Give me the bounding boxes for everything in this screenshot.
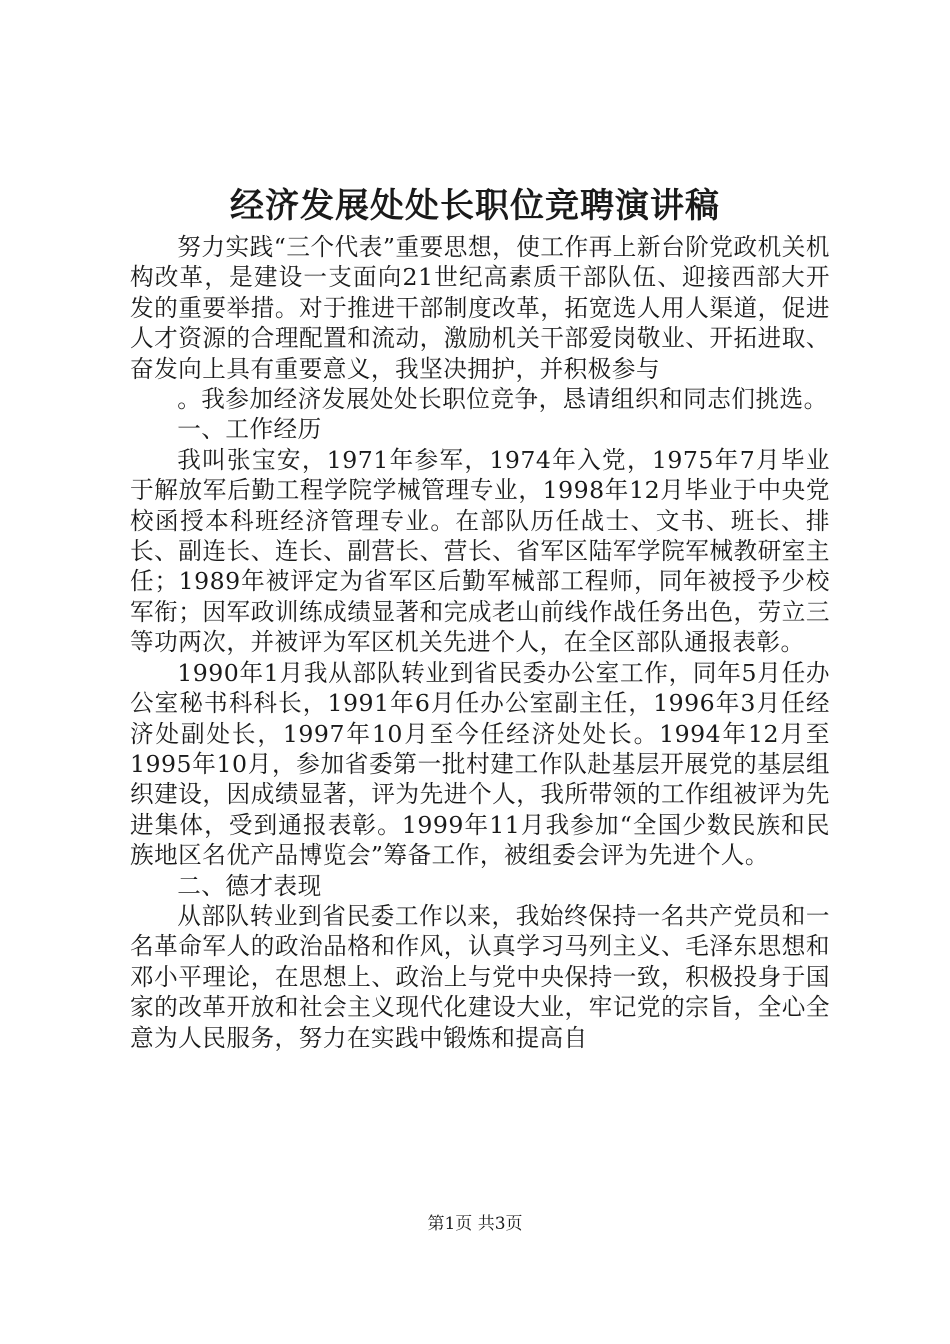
paragraph: 从部队转业到省民委工作以来，我始终保持一名共产党员和一名革命军人的政治品格和作风，认真学习马列主义、毛泽东思想和邓小平理论，在思想上、政治上与党中央保持一致，积极投身于国家的改革开放和社会主义现代化建设大业，牢记党的宗旨，全心全意为人民服务，努力在实践中锻炼和提高自	[130, 901, 830, 1052]
document-title: 经济发展处处长职位竞聘演讲稿	[230, 186, 720, 226]
paragraph: 努力实践“三个代表”重要思想，使工作再上新台阶党政机关机构改革，是建设一支面向21世纪高素质干部队伍、迎接西部大开发的重要举措。对于推进干部制度改革，拓宽选人用人渠道，促进人才资源的合理配置和流动，激励机关干部爱岗敬业、开拓进取、奋发向上具有重要意义，我坚决拥护，并积极参与	[130, 233, 830, 383]
document-body	[130, 232, 830, 1053]
section-heading: 二、德才表现	[177, 871, 322, 900]
section-heading: 一、工作经历	[177, 415, 322, 444]
page-footer: 第1页 共3页	[427, 1214, 523, 1234]
paragraph: 。我参加经济发展处处长职位竞争，恳请组织和同志们挑选。	[177, 385, 828, 414]
paragraph: 我叫张宝安，1971年参军，1974年入党，1975年7月毕业于解放军后勤工程学院学械管理专业，1998年12月毕业于中央党校函授本科班经济管理专业。在部队历任战士、文书、班长、排长、副连长、连长、副营长、营长、省军区陆军学院军械教研室主任；1989年被评定为省军区后勤军械部工程师，同年被授予少校军衔；因军政训练成绩显著和完成老山前线作战任务出色，劳立三等功两次，并被评为军区机关先进个人，在全区部队通报表彰。	[130, 445, 830, 657]
paragraph: 1990年1月我从部队转业到省民委办公室工作，同年5月任办公室秘书科科长，1991年6月任办公室副主任，1996年3月任经济处副处长，1997年10月至今任经济处处长。1994年12月至1995年10月，参加省委第一批村建工作队赴基层开展党的基层组织建设，因成绩显著，评为先进个人，我所带领的工作组被评为先进集体，受到通报表彰。1999年11月我参加“全国少数民族和民族地区名优产品博览会”筹备工作，被组委会评为先进个人。	[130, 658, 830, 870]
